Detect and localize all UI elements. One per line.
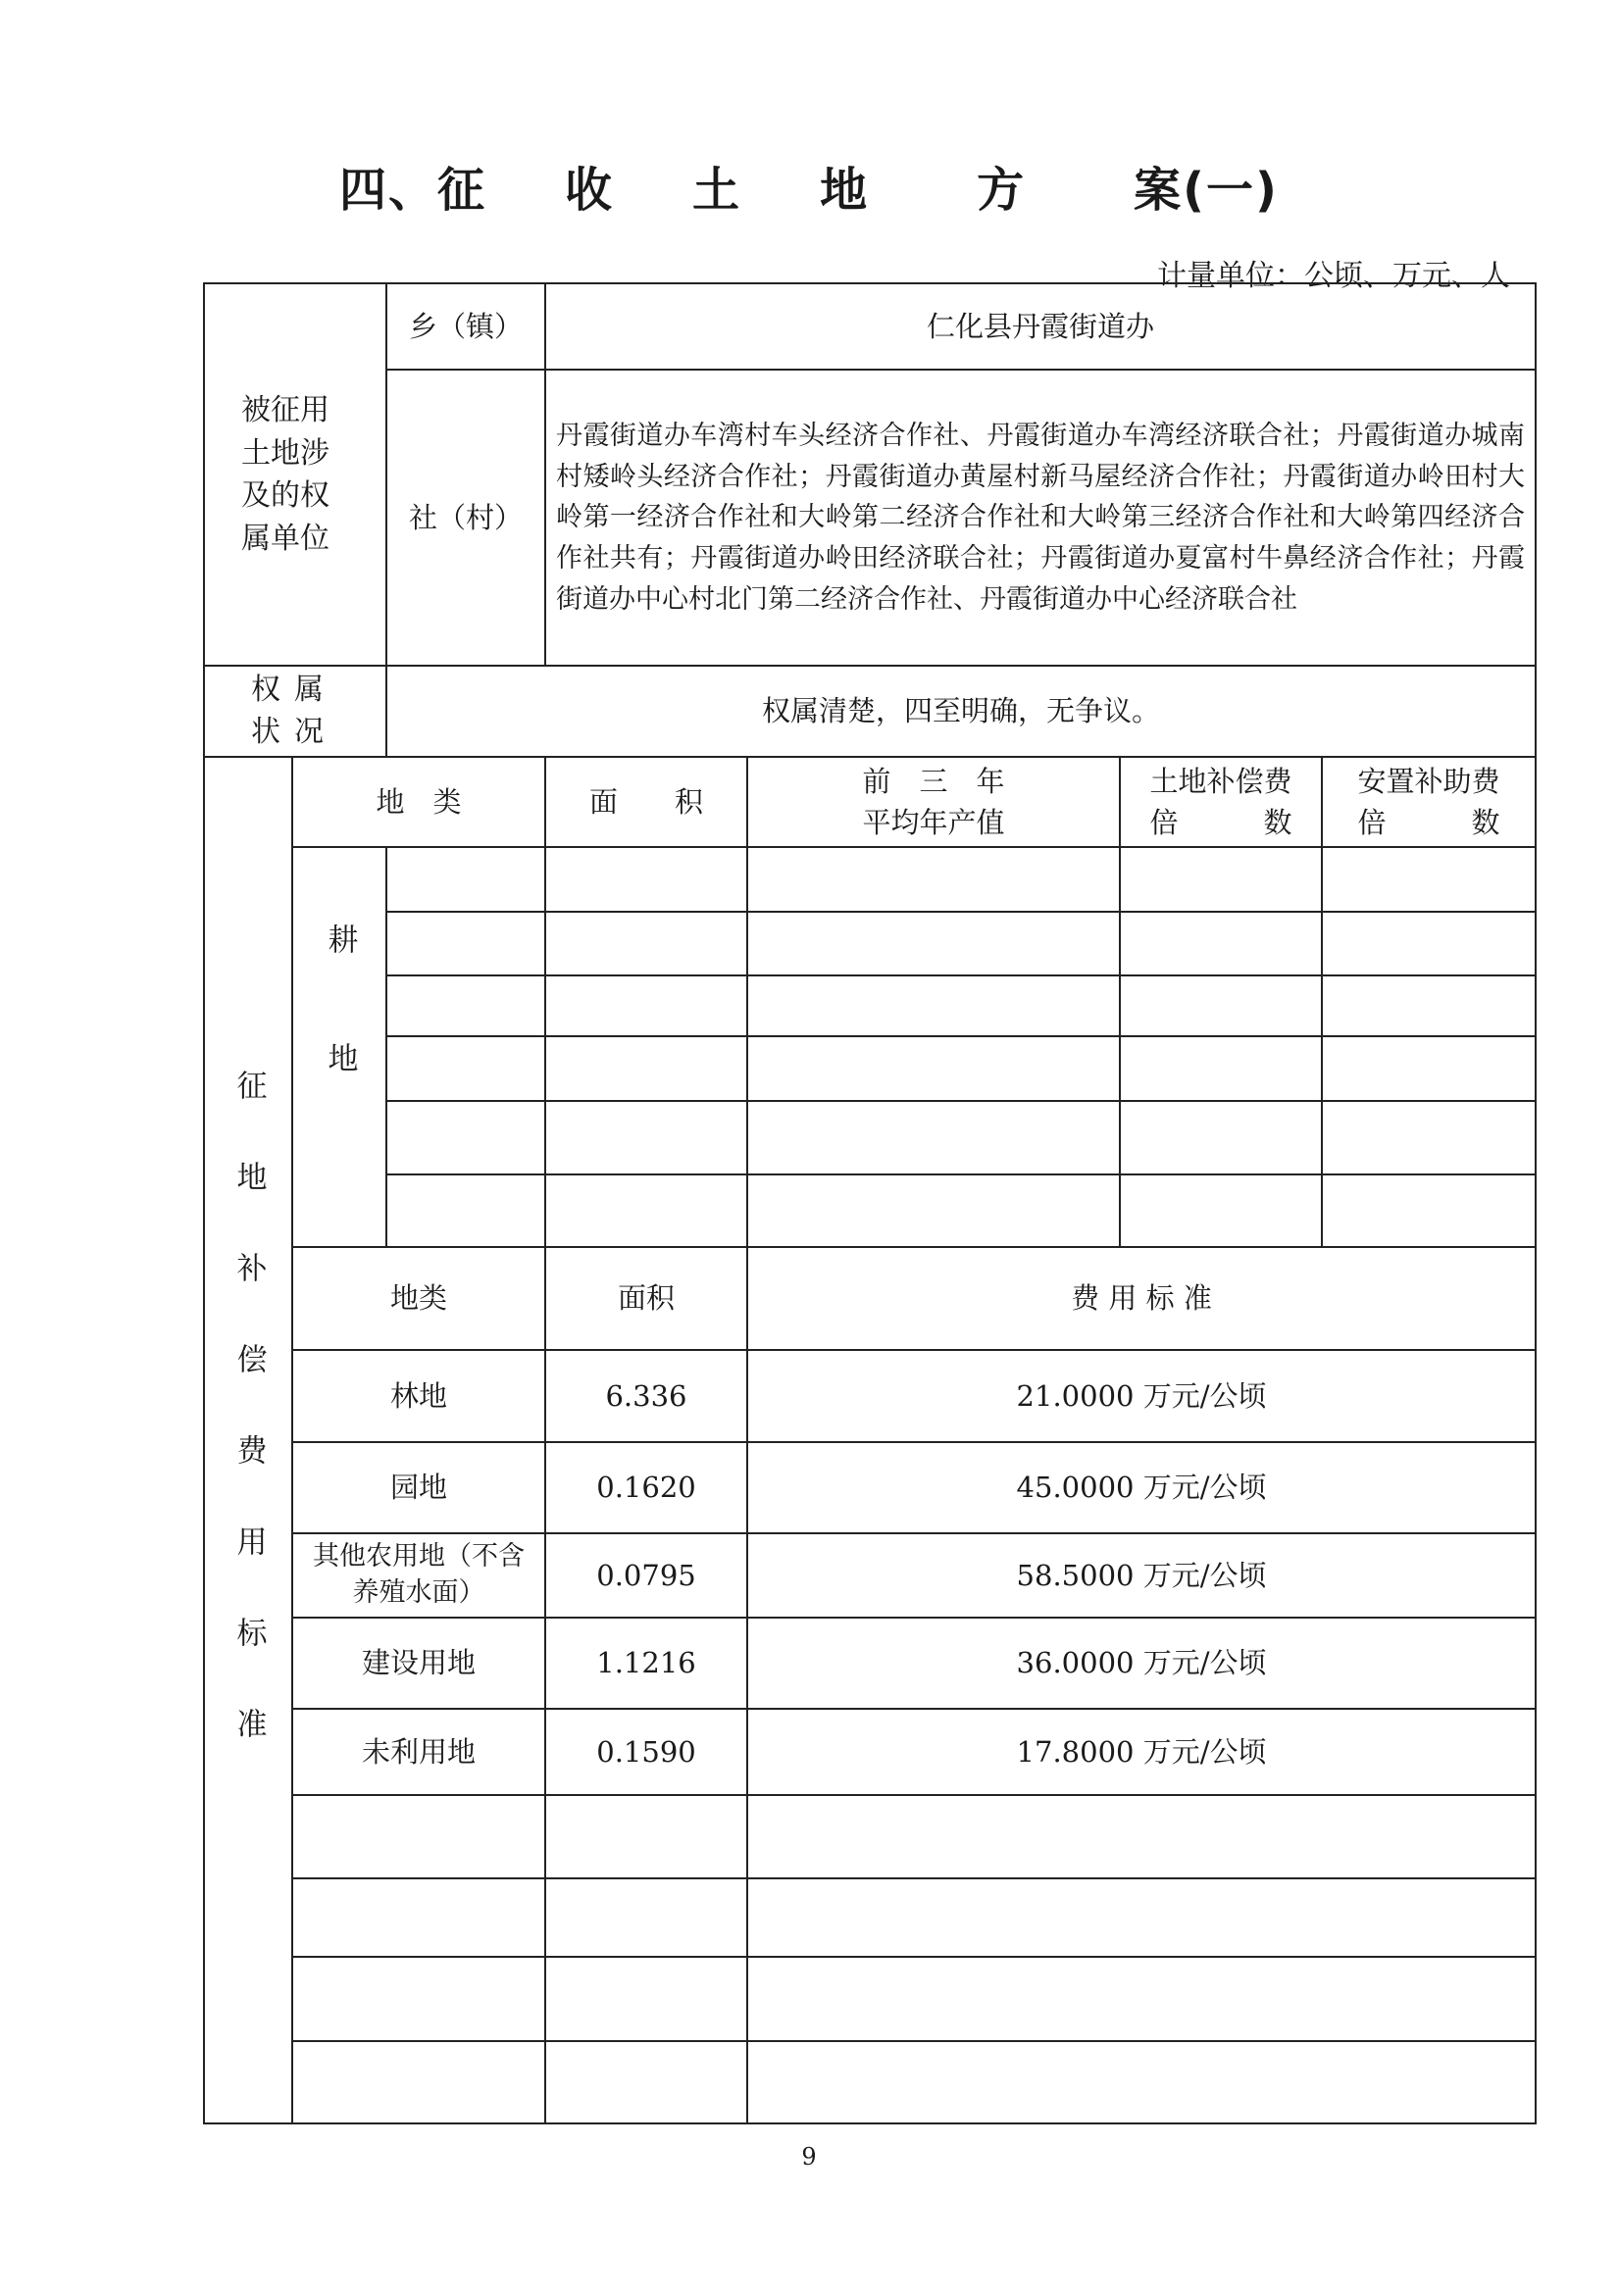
compensation-section-label [204,757,292,2123]
empty-cell [292,1878,545,1957]
empty-cell [292,1795,545,1877]
empty-cell [545,1957,747,2041]
farmland-cell [386,1174,545,1247]
farmland-cell [545,912,747,974]
farmland-cell [747,1101,1120,1173]
row-land-type: 建设用地 [292,1618,545,1708]
farmland-cell [1120,1101,1322,1173]
title-part: 土 [692,163,742,218]
header-output-line2: 平均年产值 [862,805,1005,839]
status-label [204,666,386,756]
row-land-type: 林地 [292,1350,545,1443]
farmland-cell [747,912,1120,974]
title-part: 方 [977,163,1027,218]
compensation-label-text: 征地补偿费用标准 [230,1070,267,1800]
farmland-cell [545,847,747,912]
other-header-area: 面积 [545,1247,747,1350]
row-standard: 17.8000 万元/公顷 [747,1709,1536,1795]
farmland-cell [1120,975,1322,1036]
empty-cell [545,1795,747,1877]
title-part: 四、征 [339,163,487,218]
farmland-cell [747,1174,1120,1247]
farmland-cell [1322,1101,1536,1173]
row-area: 0.1620 [545,1442,747,1532]
farmland-cell [1120,847,1322,912]
header-land-comp [1120,757,1322,847]
header-land-comp-line1: 土地补偿费 [1149,764,1292,798]
status-label-text: 权属状况 [251,672,337,750]
farmland-cell [747,1036,1120,1101]
farmland-cell [545,1036,747,1101]
empty-cell [747,1878,1536,1957]
measurement-unit: 计量单位：公顷、万元、人 [1157,259,1510,293]
empty-cell [747,1957,1536,2041]
row-area: 1.1216 [545,1618,747,1708]
empty-cell [292,2041,545,2123]
header-land-comp-line2: 倍 数 [1149,805,1292,839]
farmland-cell [1322,975,1536,1036]
farmland-cell [386,847,545,912]
title-part: 地 [820,163,870,218]
page-number: 9 [801,2143,817,2171]
farmland-cell [386,1101,545,1173]
farmland-cell [1120,1174,1322,1247]
header-area: 面 积 [545,757,747,847]
empty-cell [545,1878,747,1957]
village-value: 丹霞街道办车湾村车头经济合作社、丹霞街道办车湾经济联合社；丹霞街道办城南村矮岭头经济合作社；丹霞街道办黄屋村新马屋经济合作社；丹霞街道办岭田村大岭第一经济合作社和大岭第二经济合作社和大岭第三经济合作社和大岭第四经济合作社共有；丹霞街道办岭田经济联合社；丹霞街道办夏富村牛鼻经济合作社；丹霞街道办中心村北门第二经济合作社、丹霞街道办中心经济联合社 [545,370,1536,666]
header-resettle-line1: 安置补助费 [1357,764,1500,798]
row-land-type: 其他农用地（不含养殖水面） [292,1533,545,1618]
row-standard: 36.0000 万元/公顷 [747,1618,1536,1708]
other-header-land-type: 地类 [292,1247,545,1350]
farmland-cell [545,975,747,1036]
title-part: 案(一) [1134,163,1279,218]
header-output-line1: 前 三 年 [862,764,1005,798]
empty-cell [747,2041,1536,2123]
farmland-cell [386,1036,545,1101]
row-land-type: 园地 [292,1442,545,1532]
ownership-section-label [204,283,386,666]
empty-cell [545,2041,747,2123]
farmland-label [292,847,386,1247]
farmland-cell [747,847,1120,912]
township-label: 乡（镇） [386,283,545,370]
status-value: 权属清楚，四至明确，无争议。 [386,666,1536,756]
farmland-cell [386,975,545,1036]
row-standard: 21.0000 万元/公顷 [747,1350,1536,1443]
township-value: 仁化县丹霞街道办 [545,283,1536,370]
farmland-cell [1322,1036,1536,1101]
farmland-cell [386,912,545,974]
empty-cell [292,1957,545,2041]
document-title [0,152,1618,220]
farmland-cell [1322,847,1536,912]
header-land-type: 地 类 [292,757,545,847]
farmland-cell [545,1101,747,1173]
empty-cell [747,1795,1536,1877]
row-area: 6.336 [545,1350,747,1443]
farmland-cell [1322,1174,1536,1247]
land-acquisition-table [203,282,1535,2124]
farmland-cell [545,1174,747,1247]
header-resettle-line2: 倍 数 [1357,805,1500,839]
village-label: 社（村） [386,370,545,666]
header-output [747,757,1120,847]
header-resettle [1322,757,1536,847]
ownership-label-text: 被征用土地涉及的权属单位 [241,393,329,556]
farmland-cell [1322,912,1536,974]
row-standard: 45.0000 万元/公顷 [747,1442,1536,1532]
row-area: 0.1590 [545,1709,747,1795]
farmland-cell [1120,912,1322,974]
row-land-type: 未利用地 [292,1709,545,1795]
other-header-standard: 费 用 标 准 [747,1247,1536,1350]
row-standard: 58.5000 万元/公顷 [747,1533,1536,1618]
farmland-label-text: 耕地 [322,923,358,1161]
title-part: 收 [565,163,615,218]
row-area: 0.0795 [545,1533,747,1618]
farmland-cell [747,975,1120,1036]
farmland-cell [1120,1036,1322,1101]
